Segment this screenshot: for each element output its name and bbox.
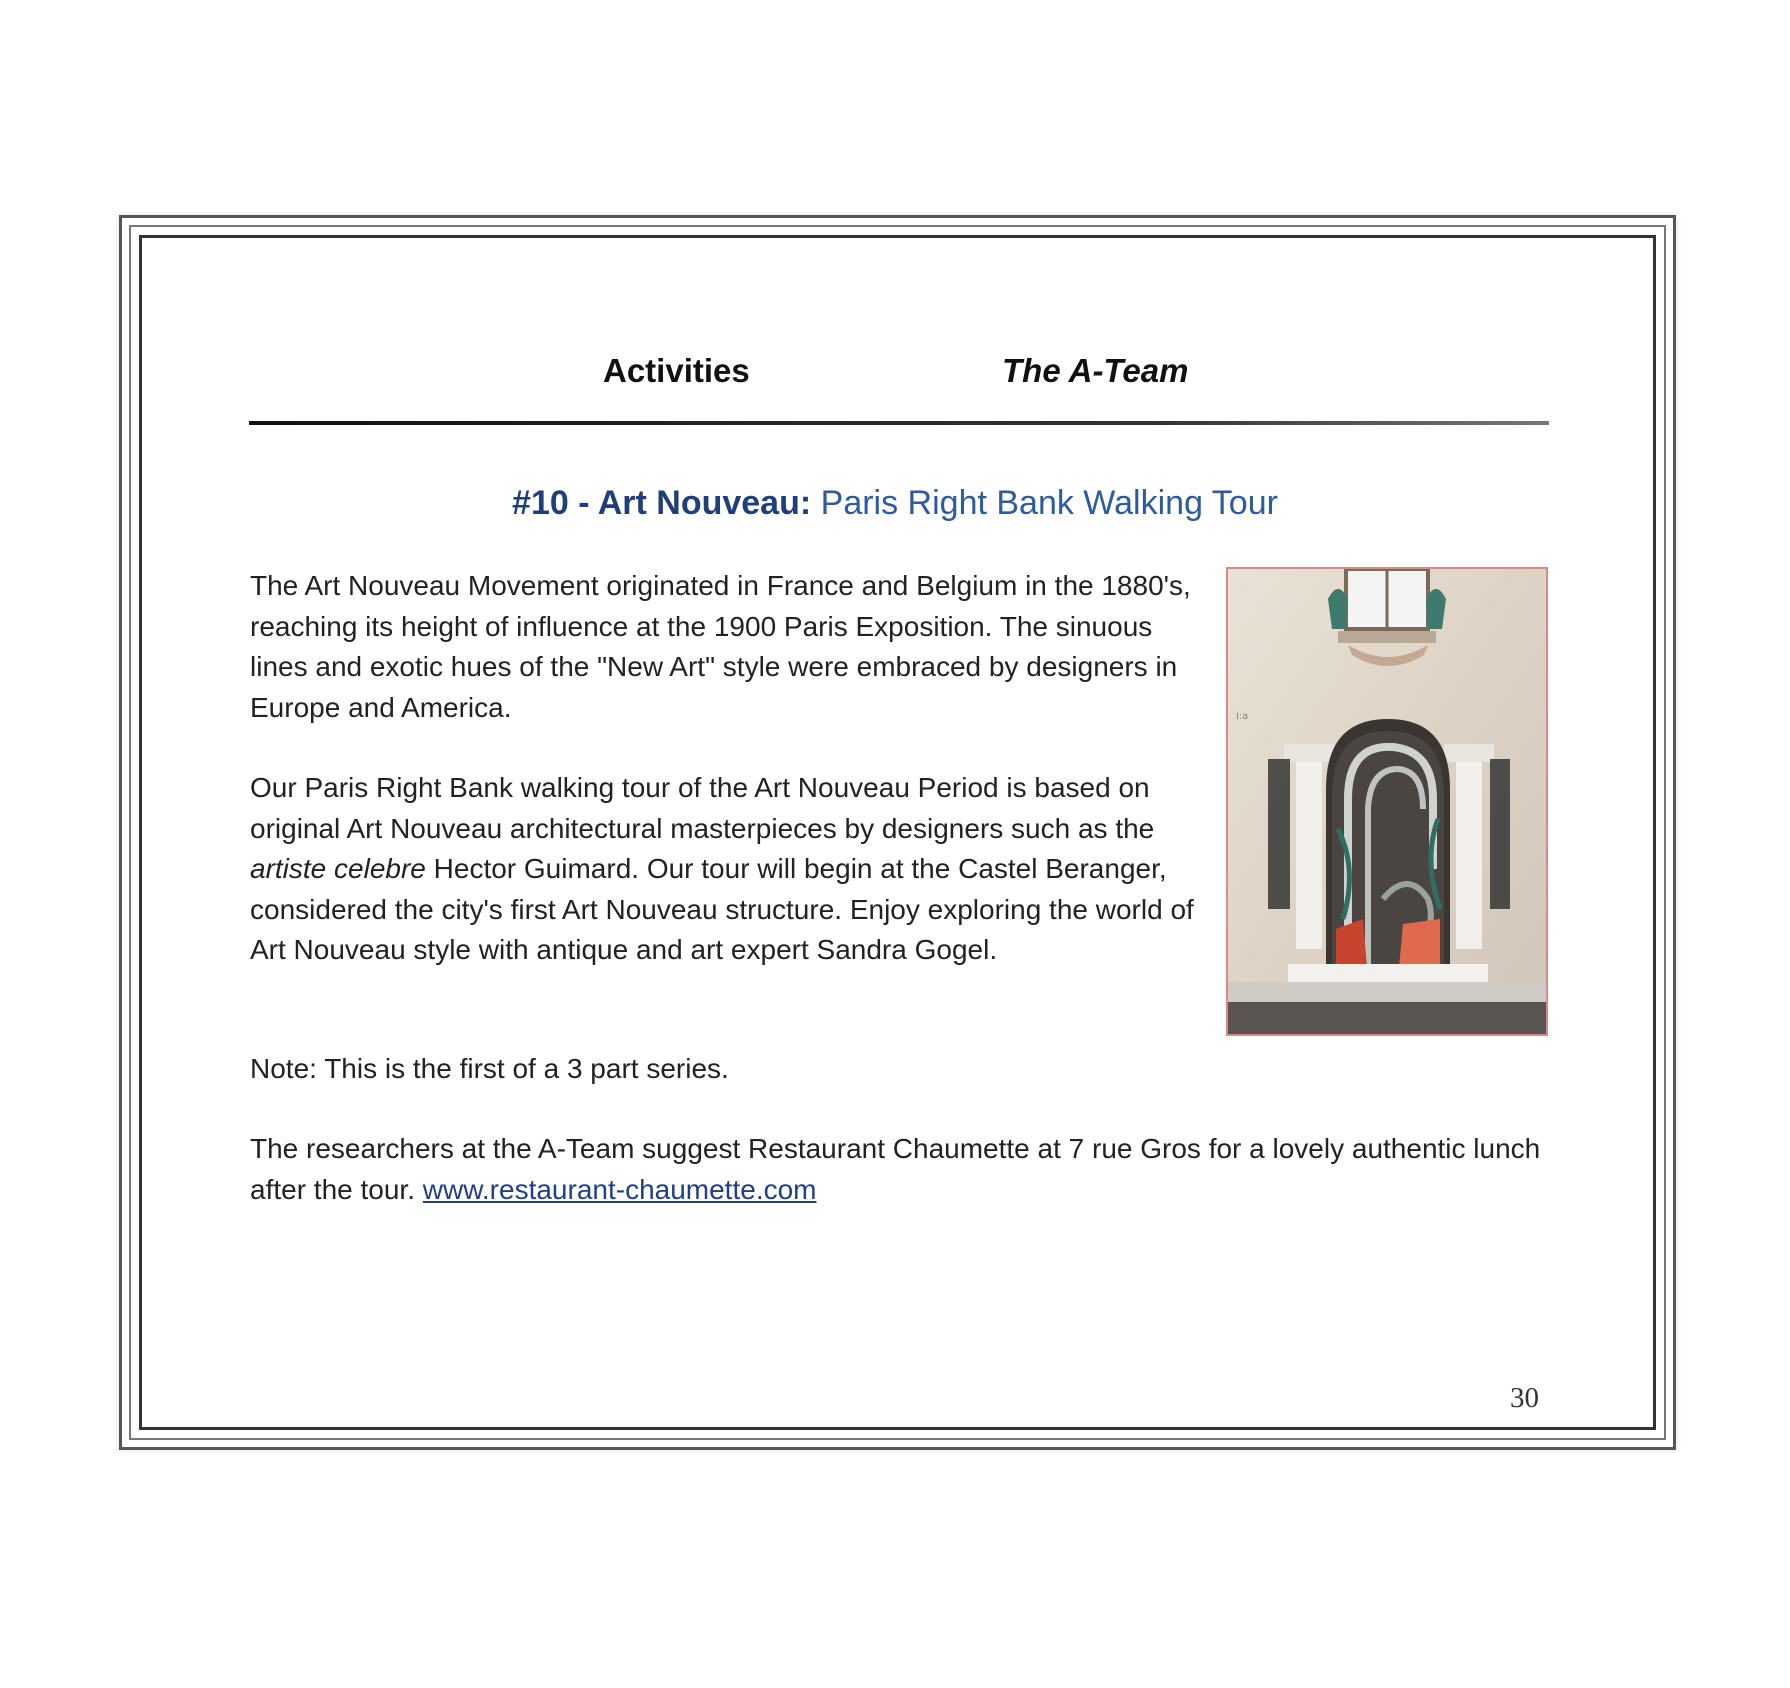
art-nouveau-doorway-photo xyxy=(1226,567,1548,1036)
page-number: 30 xyxy=(1510,1382,1539,1414)
intro-paragraph: The Art Nouveau Movement originated in France and Belgium in the 1880's, reaching its height of influence at the 1900 Paris Exposition. The sinuous lines and exotic hues of the "New Art" style were embraced by designers in Europe and America. xyxy=(250,570,1191,723)
svg-text:i:a: i:a xyxy=(1236,711,1249,722)
tour-description-paragraph xyxy=(250,768,1200,971)
activity-title-main: #10 - Art Nouveau: xyxy=(512,484,812,522)
series-note: Note: This is the first of a 3 part series. xyxy=(250,1053,729,1084)
header-section-label: Activities xyxy=(603,352,750,389)
tour-description-emphasis: artiste celebre xyxy=(250,853,426,884)
activity-title xyxy=(0,484,1790,523)
activity-title-sub: Paris Right Bank Walking Tour xyxy=(820,484,1278,522)
restaurant-suggestion xyxy=(250,1129,1550,1210)
header-divider xyxy=(249,421,1549,425)
tour-description-text-b: Hector Guimard. Our tour will begin at the Castel Beranger, considered the city's first Art Nouveau structure. Enjoy exploring the world of Art Nouveau style with antique and art expert Sandra Gogel. xyxy=(250,853,1194,965)
tour-description-text-a: Our Paris Right Bank walking tour of the Art Nouveau Period is based on original Art Nouveau architectural masterpieces by designers such as the xyxy=(250,772,1155,844)
restaurant-link[interactable]: www.restaurant-chaumette.com xyxy=(422,1173,817,1205)
restaurant-suggestion-text: The researchers at the A-Team suggest Restaurant Chaumette at 7 rue Gros for a lovely authentic lunch after the tour. xyxy=(250,1133,1541,1205)
header-team-name: The A-Team xyxy=(1002,352,1189,389)
